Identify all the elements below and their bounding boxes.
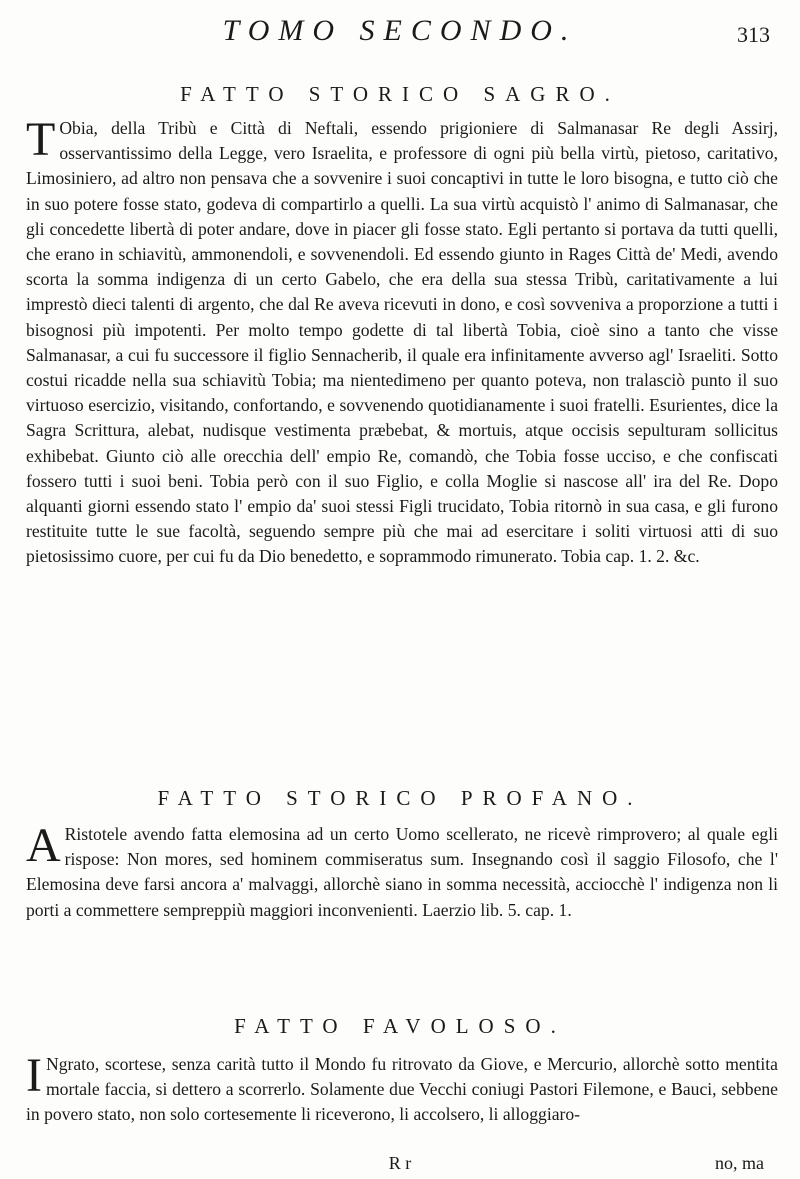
paragraph-text: Ngrato, scortese, senza carità tutto il Mondo fu ritrovato da Giove, e Mercurio, allorchè sotto mentita mortale faccia, si dettero a scorrerlo. Solamente due Vecchi coniugi Pastori Filemone, e Bauci, sebbene in povero stato, non solo cortesemente li riceverono, li accolsero, li alloggiaro- [26,1054,778,1125]
running-title: TOMO SECONDO. [222,14,578,47]
paragraph-sacred [26,113,778,570]
section-heading-fable: FATTO FAVOLOSO. [234,1014,566,1038]
page-number: 313 [737,22,770,47]
page-footer [0,1153,800,1177]
paragraph-text: Ristotele avendo fatta elemosina ad un certo Uomo scellerato, ne ricevè rimprovero; al quale egli rispose: Non mores, sed hominem commiseratus sum. Insegnando così il saggio Filosofo, che l' Elemosina deve farsi ancora a' malvaggi, allorchè siano in somma necessità, acciocchè l' indigenza non li porti a commettere sempreppiù maggiori inconvenienti. Laerzio lib. 5. cap. 1. [26,824,778,920]
paragraph-text: Obia, della Tribù e Città di Neftali, essendo prigioniere di Salmanasar Re degli Assirj, osservantissimo della Legge, vero Israelita, e professore di ogni più bella virtù, pietoso, caritativo, Limosiniero, ad altro non pensava che a sovvenire i suoi concaptivi in tutte le loro bisogna, e tutto ciò che in suo potere fosse stato, godeva di compartirlo a quelli. La sua virtù acquistò l' animo di Salmanasar, che gli concedette libertà di poter andare, dove in piacer gli fosse stato. Egli pertanto si portava da tutti quelli, che erano in schiavitù, ammonendoli, e sovvenendoli. Ed essendo giunto in Rages Città de' Medi, avendo scorta la somma indigenza di un certo Gabelo, che era della sua stessa Tribù, caritativamente a lui imprestò dieci talenti di argento, che dal Re aveva ricevuti in dono, e così sovveniva a proporzione a tutti i bisognosi più impotenti. Per molto tempo godette di tal libertà Tobia, cioè sino a tanto che visse Salmanasar, a cui fu successore il figlio Sennacherib, il quale era infinitamente avverso agl' Israeliti. Sotto costui ricadde nella sua schiavitù Tobia; ma nientedimeno per quanto poteva, non tralasciò punto il suo virtuoso esercizio, visitando, confortando, e sovvenendo quotidianamente i suoi fratelli. Esurientes, dice la Sagra Scrittura, alebat, nudisque vestimenta præbebat, & mortuis, atque occisis sepulturam sollicitus exhibebat. Giunto ciò alle orecchia dell' empio Re, comandò, che Tobia fosse ucciso, e che confiscati fossero tutti i suoi beni. Tobia però con il suo Figlio, e colla Moglie si nascose all' ira del Re. Dopo alquanti giorni essendo stato l' empio da' suoi stessi Figli trucidato, Tobia ritornò in sua casa, e gli furono restituite tutte le sue facoltà, seguendo sempre più che mai ad esercitare i soliti virtuosi atti di suo pietosissimo cuore, per cui fu da Dio benedetto, e soprammodo rimunerato. Tobia cap. 1. 2. &c. [26,118,778,567]
paragraph-profane [26,819,778,923]
signature-mark: R r [388,1153,412,1173]
section-heading-profane: FATTO STORICO PROFANO. [157,786,643,810]
drop-initial: I [26,1049,42,1102]
paragraph-fable [26,1049,778,1128]
section-heading-sacred: FATTO STORICO SAGRO. [180,82,620,106]
catchword: no, ma [715,1153,764,1173]
running-head [0,14,800,54]
drop-initial: A [26,819,61,872]
drop-initial: T [26,113,56,166]
